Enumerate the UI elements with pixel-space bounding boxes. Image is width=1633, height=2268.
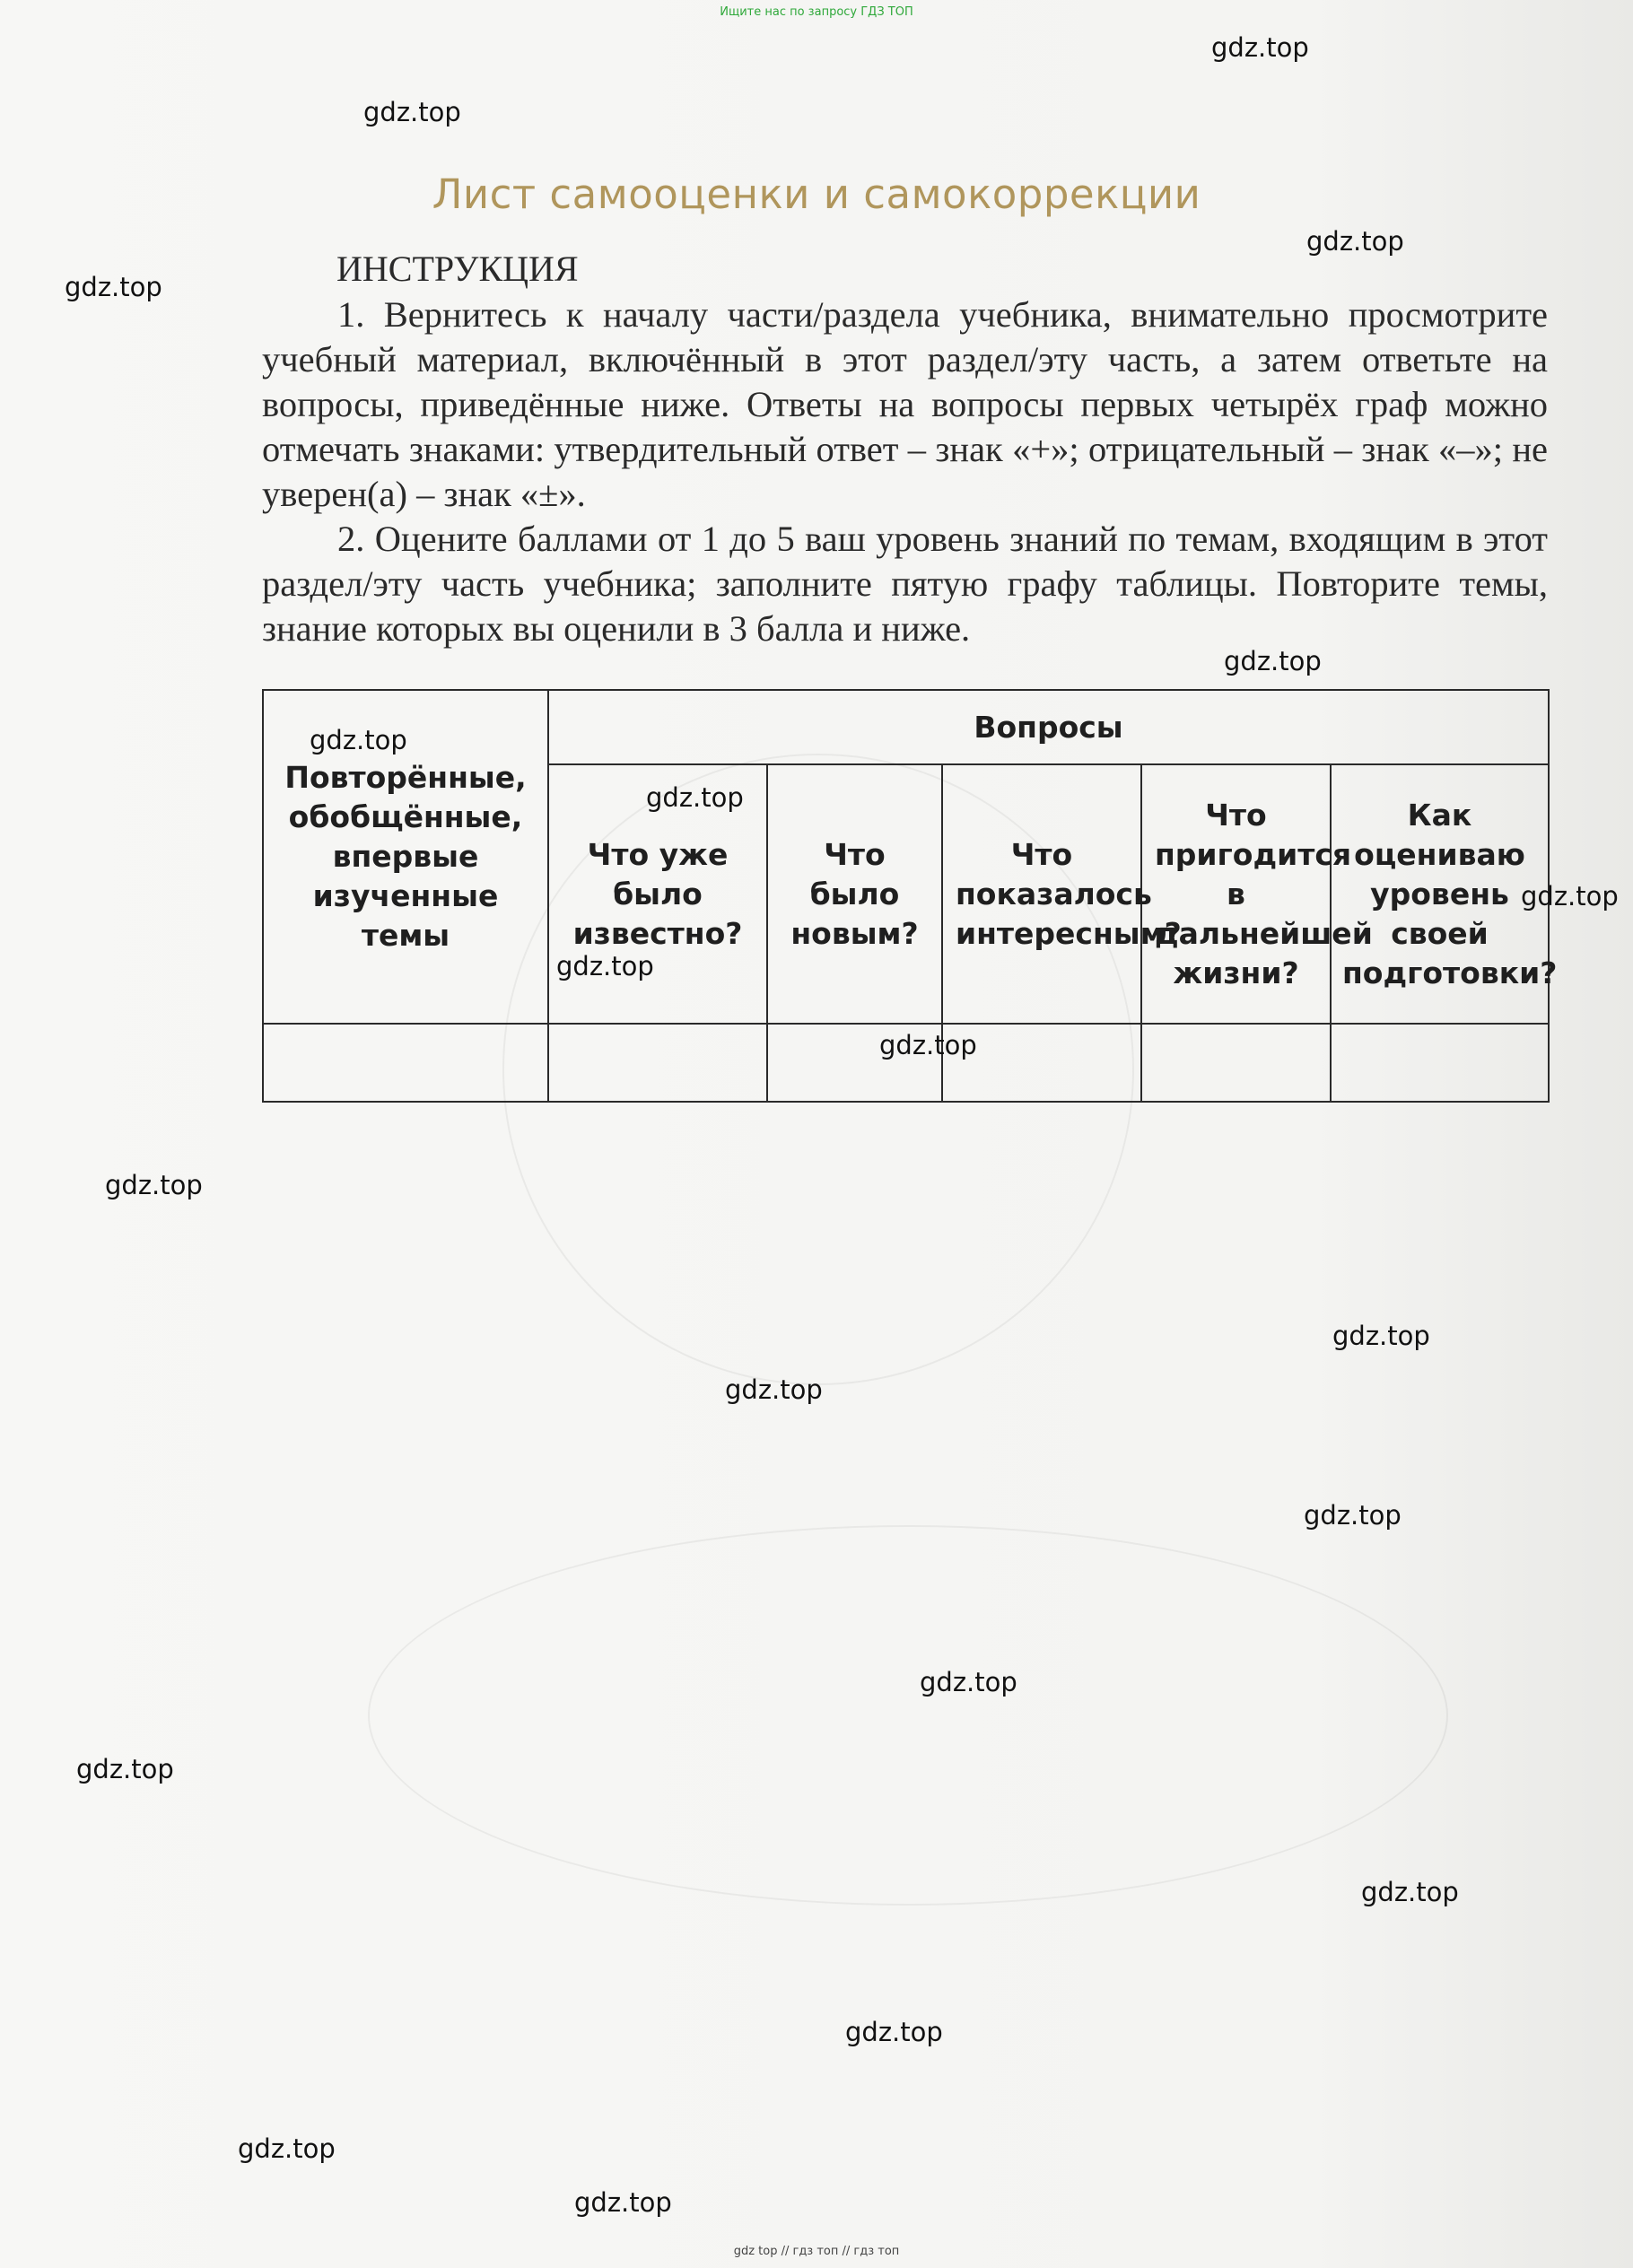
column-header-interesting: Что показалось интересным? xyxy=(942,764,1141,1024)
watermark: gdz.top xyxy=(920,1667,1017,1697)
table-cell-useful[interactable] xyxy=(1141,1024,1331,1102)
watermark: gdz.top xyxy=(574,2187,672,2218)
topics-header: Повторённые, обобщённые, впервые изученные темы xyxy=(263,690,548,1024)
show-through-circle xyxy=(368,1525,1448,1906)
table-cell-topic[interactable] xyxy=(263,1024,548,1102)
watermark: gdz.top xyxy=(65,272,162,302)
watermark: gdz.top xyxy=(1211,32,1309,63)
top-banner[interactable]: Ищите нас по запросу ГДЗ ТОП xyxy=(720,5,913,19)
column-header-useful: Что пригодится в дальнейшей жизни? xyxy=(1141,764,1331,1024)
watermark: gdz.top xyxy=(556,951,654,981)
page-title: Лист самооценки и самокоррекции xyxy=(432,170,1201,218)
watermark: gdz.top xyxy=(1304,1500,1402,1531)
watermark: gdz.top xyxy=(105,1170,203,1200)
watermark: gdz.top xyxy=(238,2133,336,2164)
watermark: gdz.top xyxy=(1224,646,1322,676)
watermark: gdz.top xyxy=(76,1754,174,1784)
watermark: gdz.top xyxy=(363,97,461,127)
watermark: gdz.top xyxy=(1361,1877,1459,1907)
instruction-heading: ИНСТРУКЦИЯ xyxy=(336,249,579,289)
watermark: gdz.top xyxy=(1306,226,1404,257)
bottom-footer: gdz top // гдз топ // гдз топ xyxy=(733,2245,900,2258)
column-header-self-rating: Как оцениваю уровень своей подготовки? xyxy=(1331,764,1549,1024)
table-cell-known[interactable] xyxy=(548,1024,767,1102)
watermark: gdz.top xyxy=(646,782,744,813)
watermark: gdz.top xyxy=(725,1374,823,1405)
column-header-new: Что было новым? xyxy=(767,764,942,1024)
questions-header: Вопросы xyxy=(548,690,1549,764)
watermark: gdz.top xyxy=(845,2017,943,2047)
watermark: gdz.top xyxy=(310,725,407,755)
table-cell-self-rating[interactable] xyxy=(1331,1024,1549,1102)
watermark: gdz.top xyxy=(879,1030,977,1060)
instruction-paragraph-2: 2. Оцените баллами от 1 до 5 ваш уровень знаний по темам, входящим в этот раздел/эту часть учебника; заполните пятую графу таблицы. Повторите темы, знание которых вы оценили в 3 балла и ниже. xyxy=(262,519,1548,649)
column-header-known: Что уже было известно? xyxy=(548,764,767,1024)
instruction-paragraph-1: 1. Вернитесь к началу части/раздела учебника, внимательно просмотрите учебный материал, включённый в этот раздел/эту часть, а затем ответьте на вопросы, приведённые ниже. Ответы на вопросы первых четырёх граф можно отмечать знаками: утвердительный ответ – знак «+»; отрицательный – знак «–»; не уверен(а) – знак «±». xyxy=(262,294,1548,514)
watermark: gdz.top xyxy=(1332,1321,1430,1351)
watermark: gdz.top xyxy=(1521,881,1619,912)
